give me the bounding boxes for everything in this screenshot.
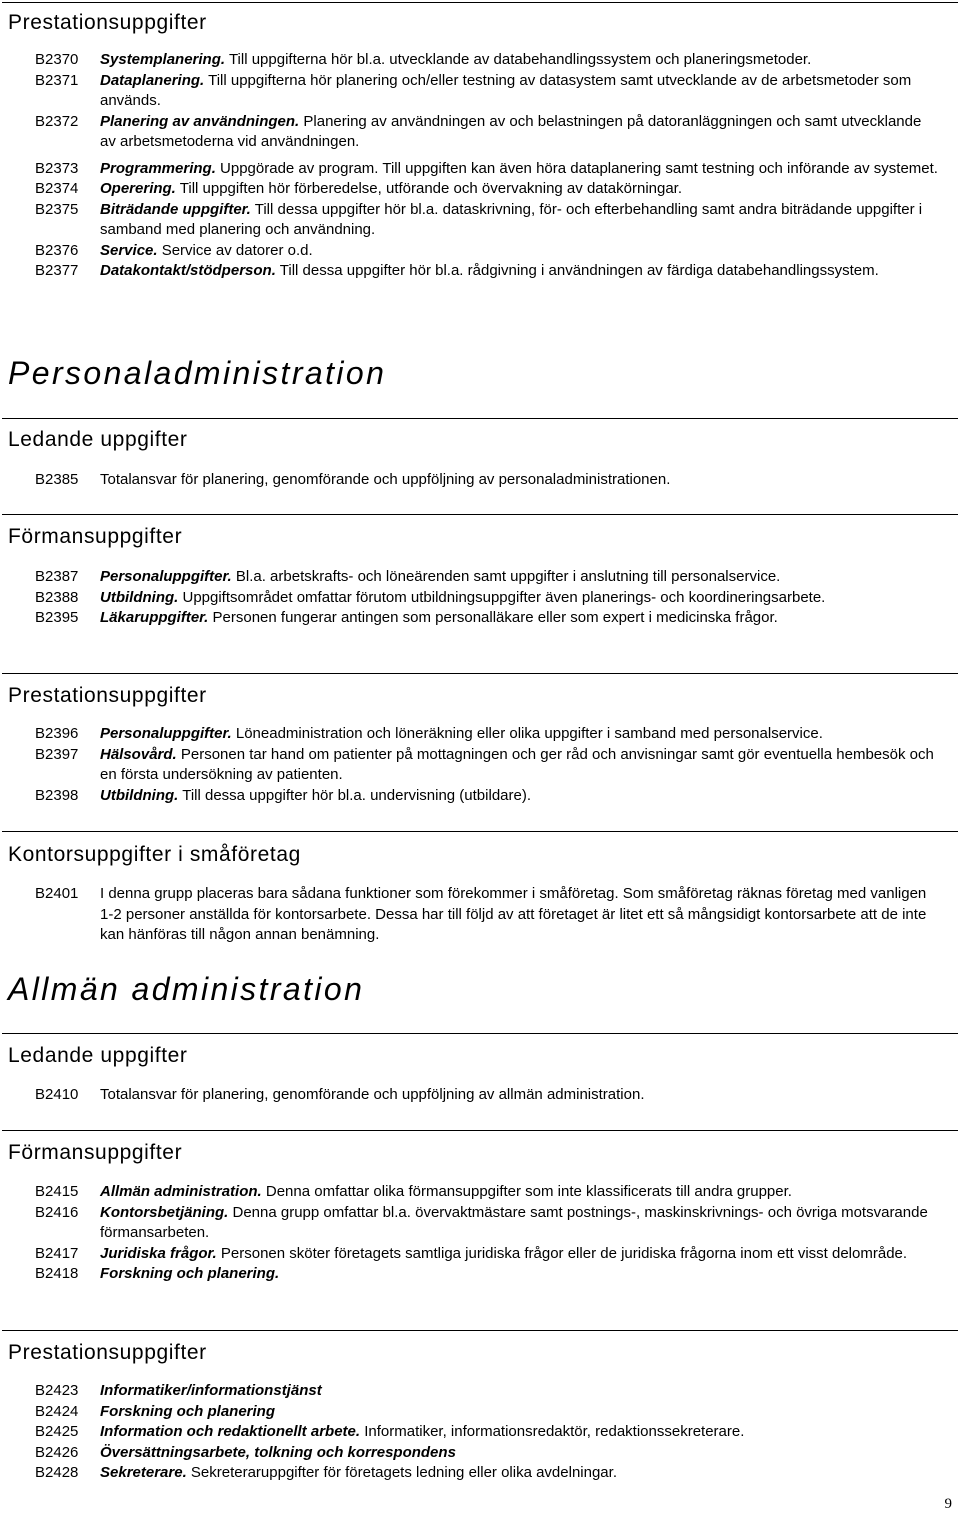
entry-code: B2417 (35, 1244, 79, 1262)
entry (0, 588, 960, 609)
entry-code: B2387 (35, 568, 79, 585)
entry-text: Totalansvar för planering, genomförande och uppföljning av allmän administration. (100, 1086, 645, 1103)
entry-term: Utbildning. (100, 588, 179, 606)
page-number: 9 (944, 1496, 952, 1512)
entry-term: Forskning och planering. (100, 1265, 280, 1282)
section-divider (2, 1033, 958, 1034)
entry (0, 241, 960, 262)
entry-term: Utbildning. (100, 786, 179, 804)
entry (0, 159, 960, 180)
entry-code: B2410 (35, 1086, 79, 1103)
entry-term: Allmän administration. (100, 1183, 262, 1200)
entry-text: Denna omfattar olika förmansuppgifter som inte klassificerats till andra grupper. (261, 1183, 792, 1200)
entry (0, 1381, 960, 1402)
entry-text: I denna grupp placeras bara sådana funktioner som förekommer i småföretag. Som småföretag räknas företag med vanligen 1-2 personer anställda för kontorsarbete. Dessa har till följd av att företaget är litet ett så mångsidigt kontorsarbete att de inte kan hänföras till någon annan benämning. (100, 885, 927, 943)
chapter-title: Personaladministration (8, 355, 387, 391)
entry-text: Till dessa uppgifter hör bl.a. dataskrivning, för- och efterbehandling samt andra biträdande uppgifter i samband med planering och användning. (100, 200, 923, 238)
entry-term: Juridiska frågor. (100, 1244, 217, 1262)
entry-list (0, 884, 960, 946)
entry-term: Sekreterare. (100, 1464, 187, 1481)
entry-code: B2376 (35, 241, 79, 259)
entry-code: B2385 (35, 471, 79, 488)
entry-text: Service av datorer o.d. (157, 241, 313, 259)
section-heading: Ledande uppgifter (8, 1044, 188, 1067)
entry-code: B2426 (35, 1443, 79, 1461)
entry (0, 261, 960, 282)
entry-code: B2401 (35, 885, 79, 902)
entry-term: Kontorsbetjäning. (100, 1203, 229, 1221)
section-divider (2, 1330, 958, 1331)
entry (0, 71, 960, 112)
entry (0, 1463, 960, 1484)
entry-text: Till uppgifterna hör bl.a. utvecklande av databehandlingssystem och planeringsmetoder. (225, 51, 812, 68)
entry-term: Personaluppgifter. (100, 725, 232, 742)
section-divider (2, 418, 958, 419)
section-heading: Ledande uppgifter (8, 428, 188, 451)
entry (0, 608, 960, 629)
entry (0, 1244, 960, 1265)
entry-code: B2428 (35, 1464, 79, 1481)
entry-text: Till dessa uppgifter hör bl.a. undervisning (utbildare). (178, 786, 532, 804)
section-heading: Prestationsuppgifter (8, 11, 207, 34)
entry-text: Löneadministration och löneräkning eller olika uppgifter i samband med personalservice. (231, 725, 823, 742)
entry (0, 1264, 960, 1285)
entry-code: B2372 (35, 112, 79, 130)
entry-list (0, 1085, 960, 1106)
entry-code: B2370 (35, 51, 79, 68)
entry (0, 50, 960, 71)
entry-list (0, 470, 960, 491)
entry-term: Hälsovård. (100, 745, 177, 763)
entry-term: Läkaruppgifter. (100, 609, 209, 626)
entry-term: Planering av användningen. (100, 112, 300, 130)
entry-term: Operering. (100, 180, 176, 197)
section-divider (2, 2, 958, 3)
chapter-title: Allmän administration (8, 971, 365, 1007)
entry-term: Dataplanering. (100, 71, 205, 89)
entry-text: Personen tar hand om patienter på mottagningen och ger råd och anvisningar samt gör eventuella hembesök och en första undersökning av patienten. (100, 745, 934, 783)
entry (0, 112, 960, 153)
entry-code: B2375 (35, 200, 79, 218)
entry-term: Programmering. (100, 159, 216, 177)
entry-term: Systemplanering. (100, 51, 226, 68)
entry-code: B2377 (35, 262, 79, 279)
section-divider (2, 514, 958, 515)
entry-text: Informatiker, informationsredaktör, redaktionssekreterare. (360, 1423, 745, 1440)
entry (0, 1402, 960, 1423)
entry-code: B2425 (35, 1423, 79, 1440)
entry-code: B2373 (35, 159, 79, 177)
entry-text: Denna grupp omfattar bl.a. övervaktmästare samt postnings-, maskinskrivnings- och övriga motsvarande förmansarbeten. (100, 1203, 928, 1241)
entry-list (0, 1182, 960, 1285)
entry-term: Översättningsarbete, tolkning och korrespondens (100, 1443, 456, 1461)
entry (0, 1443, 960, 1464)
entry-text: Sekreteraruppgifter för företagets ledning eller olika avdelningar. (186, 1464, 617, 1481)
entry-text: Planering av användningen av och belastningen på datoranläggningen och samt utvecklande av arbetsmetoderna vid användningen. (100, 112, 922, 150)
entry-term: Informatiker/informationstjänst (100, 1382, 322, 1399)
entry-text: Uppgiftsområdet omfattar förutom utbildningsuppgifter även planerings- och koordineringsarbete. (178, 588, 826, 606)
entry (0, 1203, 960, 1244)
entry-list (0, 567, 960, 629)
entry-term: Information och redaktionellt arbete. (100, 1423, 361, 1440)
entry-term: Personaluppgifter. (100, 568, 232, 585)
entry-text: Uppgörade av program. Till uppgiften kan även höra dataplanering samt testning och införande av systemet. (215, 159, 938, 177)
entry (0, 724, 960, 745)
entry (0, 470, 960, 491)
entry-code: B2424 (35, 1402, 79, 1420)
entry-code: B2416 (35, 1203, 79, 1221)
entry (0, 200, 960, 241)
entry-code: B2418 (35, 1265, 79, 1282)
entry (0, 884, 960, 946)
entry-text: Till dessa uppgifter hör bl.a. rådgivning i användningen av färdiga databehandlingssystem. (275, 262, 879, 279)
entry-code: B2374 (35, 180, 79, 197)
section-heading: Prestationsuppgifter (8, 1341, 207, 1364)
section-divider (2, 831, 958, 832)
entry-text: Personen fungerar antingen som personalläkare eller som expert i medicinska frågor. (208, 609, 778, 626)
entry (0, 179, 960, 200)
entry-list (0, 724, 960, 806)
entry-code: B2395 (35, 609, 79, 626)
entry-term: Service. (100, 241, 158, 259)
entry-term: Datakontakt/stödperson. (100, 262, 276, 279)
entry-term: Forskning och planering (100, 1402, 276, 1420)
section-heading: Förmansuppgifter (8, 1141, 183, 1164)
section-heading: Förmansuppgifter (8, 525, 183, 548)
entry (0, 1085, 960, 1106)
section-divider (2, 1130, 958, 1131)
section-divider (2, 673, 958, 674)
entry (0, 567, 960, 588)
entry-text: Bl.a. arbetskrafts- och löneärenden samt uppgifter i anslutning till personalservice. (231, 568, 781, 585)
entry-text: Till uppgiften hör förberedelse, utförande och övervakning av datakörningar. (175, 180, 683, 197)
entry (0, 1422, 960, 1443)
entry-code: B2371 (35, 71, 79, 89)
section-heading: Kontorsuppgifter i småföretag (8, 843, 301, 866)
entry-text: Personen sköter företagets samtliga juridiska frågor eller de juridiska frågorna inom ett visst delområde. (216, 1244, 908, 1262)
entry-list (0, 50, 960, 282)
entry-code: B2423 (35, 1382, 79, 1399)
entry (0, 745, 960, 786)
section-heading: Prestationsuppgifter (8, 684, 207, 707)
entry-term: Biträdande uppgifter. (100, 200, 251, 218)
entry-code: B2396 (35, 725, 79, 742)
entry-code: B2398 (35, 786, 79, 804)
entry (0, 786, 960, 807)
entry-list (0, 1381, 960, 1484)
entry-code: B2415 (35, 1183, 79, 1200)
entry-code: B2397 (35, 745, 79, 763)
entry-text: Till uppgifterna hör planering och/eller testning av datasystem samt utvecklande av de arbetsmetoder som används. (100, 71, 912, 109)
entry-code: B2388 (35, 588, 79, 606)
entry (0, 1182, 960, 1203)
entry-text: Totalansvar för planering, genomförande och uppföljning av personaladministrationen. (100, 471, 671, 488)
